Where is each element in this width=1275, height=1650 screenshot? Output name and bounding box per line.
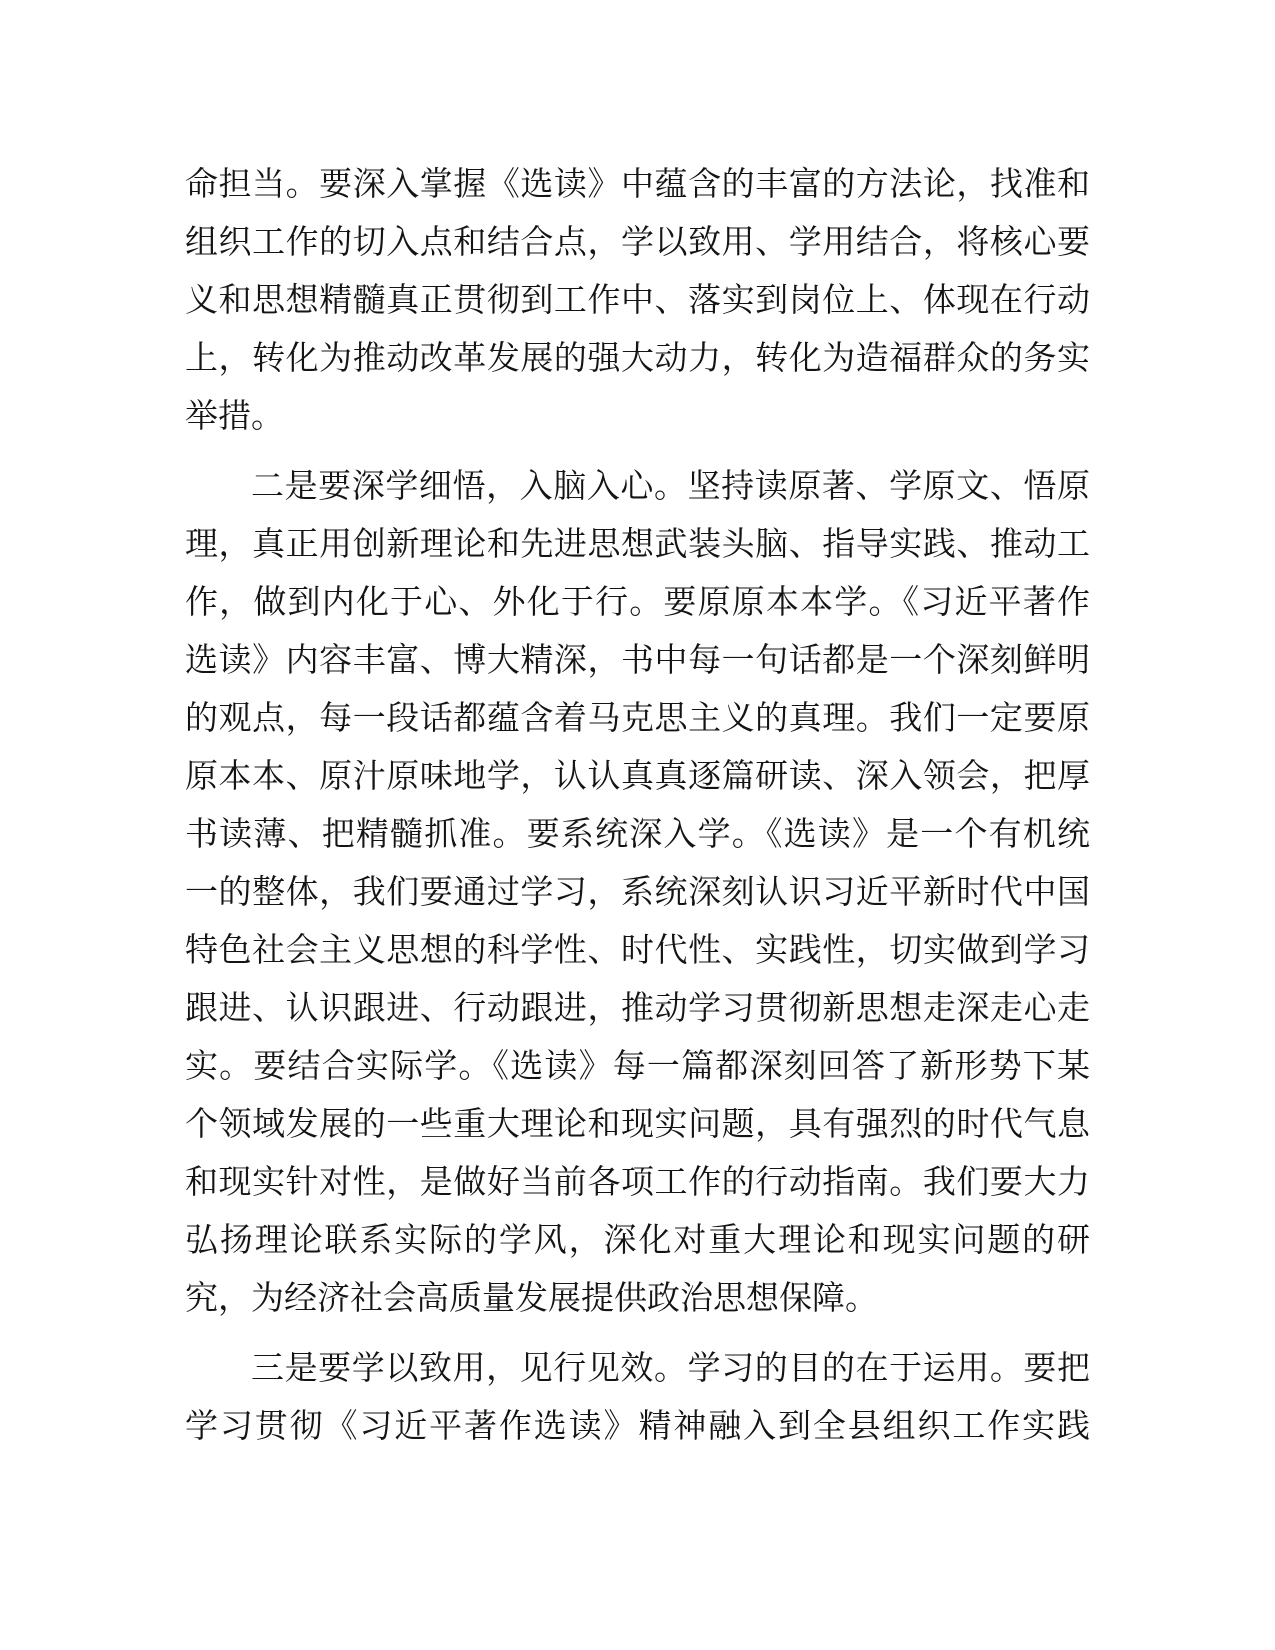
text-line: 三是要学以致用，见行见效。学习的目的在于运用。要把 [251, 1348, 1090, 1387]
paragraph-1 [185, 155, 1090, 445]
text-line: 弘扬理论联系实际的学风，深化对重大理论和现实问题的研 [185, 1220, 1090, 1259]
text-line: 书读薄、把精髓抓准。要系统深入学。《选读》是一个有机统 [185, 814, 1090, 853]
text-line: 义和思想精髓真正贯彻到工作中、落实到岗位上、体现在行动 [185, 280, 1090, 319]
text-line: 举措。 [185, 396, 284, 435]
text-line: 个领域发展的一些重大理论和现实问题，具有强烈的时代气息 [185, 1104, 1090, 1143]
text-line: 理，真正用创新理论和先进思想武装头脑、指导实践、推动工 [185, 524, 1090, 563]
paragraph-3 [185, 1339, 1090, 1455]
text-line: 命担当。要深入掌握《选读》中蕴含的丰富的方法论，找准和 [185, 164, 1090, 203]
paragraph-spacer [185, 445, 1090, 457]
text-line: 跟进、认识跟进、行动跟进，推动学习贯彻新思想走深走心走 [185, 988, 1090, 1027]
text-line: 和现实针对性，是做好当前各项工作的行动指南。我们要大力 [185, 1162, 1090, 1201]
text-line: 上，转化为推动改革发展的强大动力，转化为造福群众的务实 [185, 338, 1090, 377]
document-body [185, 155, 1090, 1455]
text-line: 特色社会主义思想的科学性、时代性、实践性，切实做到学习 [185, 930, 1090, 969]
paragraph-2 [185, 457, 1090, 1327]
text-line: 实。要结合实际学。《选读》每一篇都深刻回答了新形势下某 [185, 1046, 1090, 1085]
text-line: 究，为经济社会高质量发展提供政治思想保障。 [185, 1278, 878, 1317]
text-line: 原本本、原汁原味地学，认认真真逐篇研读、深入领会，把厚 [185, 756, 1090, 795]
text-line: 选读》内容丰富、博大精深，书中每一句话都是一个深刻鲜明 [185, 640, 1090, 679]
text-line: 的观点，每一段话都蕴含着马克思主义的真理。我们一定要原 [185, 698, 1090, 737]
paragraph-spacer [185, 1327, 1090, 1339]
text-line: 学习贯彻《习近平著作选读》精神融入到全县组织工作实践 [185, 1406, 1090, 1445]
text-line: 二是要深学细悟，入脑入心。坚持读原著、学原文、悟原 [251, 466, 1090, 505]
text-line: 组织工作的切入点和结合点，学以致用、学用结合，将核心要 [185, 222, 1090, 261]
text-line: 一的整体，我们要通过学习，系统深刻认识习近平新时代中国 [185, 872, 1090, 911]
text-line: 作，做到内化于心、外化于行。要原原本本学。《习近平著作 [185, 582, 1090, 621]
